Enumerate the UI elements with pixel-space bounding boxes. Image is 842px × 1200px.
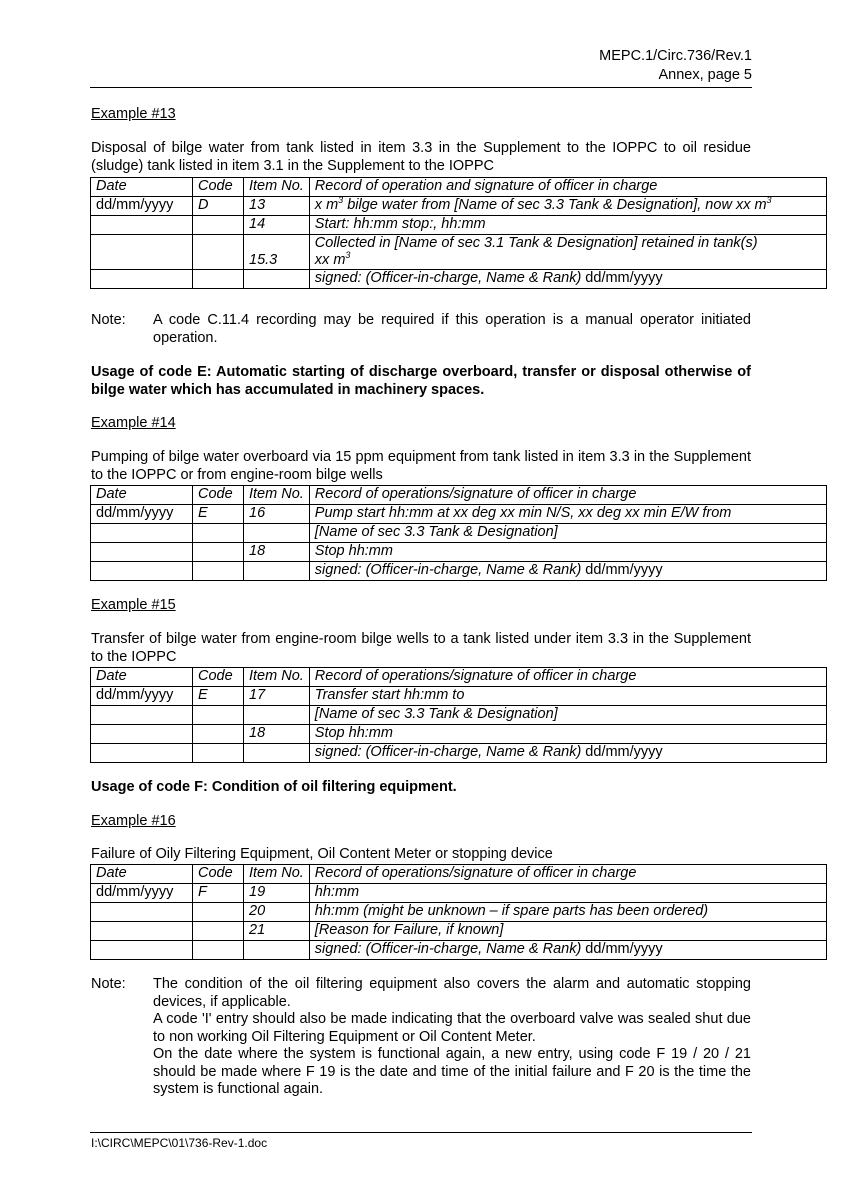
date-cell: dd/mm/yyyy: [91, 687, 193, 706]
table-header-row: [91, 178, 827, 197]
signature-cell: signed: (Officer-in-charge, Name & Rank) dd/mm/yyyy: [309, 270, 826, 289]
record-cell: Transfer start hh:mm to: [309, 687, 826, 706]
col-item-header: Item No.: [244, 178, 310, 197]
table-row: [91, 941, 827, 960]
code-cell: E: [193, 687, 244, 706]
col-date-header: Date: [91, 178, 193, 197]
table-row: [91, 922, 827, 941]
table-row: [91, 524, 827, 543]
item-cell: 13: [244, 197, 310, 216]
page-reference: Annex, page 5: [658, 67, 752, 83]
code-cell: F: [193, 884, 244, 903]
usage-code-e-heading: Usage of code E: Automatic starting of discharge overboard, transfer or disposal otherwise of bilge water which has accumulated in machinery spaces.: [91, 364, 751, 398]
table-row: [91, 884, 827, 903]
item-cell: 20: [244, 903, 310, 922]
example-15-description: Transfer of bilge water from engine-room bilge wells to a tank listed under item 3.3 in the Supplement to the IOPPC: [91, 631, 751, 665]
col-code-header: Code: [193, 668, 244, 687]
item-cell: 18: [244, 725, 310, 744]
note-text: [153, 976, 751, 1099]
col-date-header: Date: [91, 486, 193, 505]
table-row: [91, 725, 827, 744]
footer-divider: [90, 1132, 752, 1133]
record-cell: Pump start hh:mm at xx deg xx min N/S, xx deg xx min E/W from: [309, 505, 826, 524]
col-item-header: Item No.: [244, 668, 310, 687]
example-14-description: Pumping of bilge water overboard via 15 ppm equipment from tank listed in item 3.3 in the Supplement to the IOPPC or from engine-room bilge wells: [91, 449, 751, 483]
item-cell: 14: [244, 216, 310, 235]
record-cell: Stop hh:mm: [309, 725, 826, 744]
table-row: [91, 270, 827, 289]
note-label: Note:: [91, 312, 126, 328]
table-header-row: [91, 865, 827, 884]
usage-code-f-heading: Usage of code F: Condition of oil filtering equipment.: [91, 779, 457, 795]
table-row: [91, 235, 827, 270]
table-row: [91, 562, 827, 581]
note-paragraph: The condition of the oil filtering equipment also covers the alarm and automatic stopping devices, if applicable.: [153, 976, 751, 1010]
example-16-description: Failure of Oily Filtering Equipment, Oil Content Meter or stopping device: [91, 846, 553, 862]
col-record-header: Record of operations/signature of officer in charge: [309, 668, 826, 687]
record-cell: hh:mm (might be unknown – if spare parts has been ordered): [309, 903, 826, 922]
example-13-title: Example #13: [91, 106, 176, 122]
table-row: [91, 216, 827, 235]
record-cell: Stop hh:mm: [309, 543, 826, 562]
record-cell: Collected in [Name of sec 3.1 Tank & Designation] retained in tank(s) xx $m^3$: [309, 235, 826, 270]
col-item-header: Item No.: [244, 486, 310, 505]
record-cell: [Reason for Failure, if known]: [309, 922, 826, 941]
record-cell: hh:mm: [309, 884, 826, 903]
table-row: [91, 744, 827, 763]
table-row: [91, 197, 827, 216]
date-cell: dd/mm/yyyy: [91, 505, 193, 524]
example-15-table: [90, 667, 827, 763]
date-cell: dd/mm/yyyy: [91, 197, 193, 216]
note-label: Note:: [91, 976, 126, 992]
record-cell: [Name of sec 3.3 Tank & Designation]: [309, 706, 826, 725]
signature-cell: signed: (Officer-in-charge, Name & Rank) dd/mm/yyyy: [309, 941, 826, 960]
item-cell: 16: [244, 505, 310, 524]
example-13-table: [90, 177, 827, 289]
signature-cell: signed: (Officer-in-charge, Name & Rank) dd/mm/yyyy: [309, 744, 826, 763]
item-cell: 17: [244, 687, 310, 706]
document-header: [599, 47, 752, 85]
record-cell: x $m^3$ bilge water from [Name of sec 3.3 Tank & Designation], now xx $m^3$: [309, 197, 826, 216]
example-14-table: [90, 485, 827, 581]
code-cell: E: [193, 505, 244, 524]
document-reference: MEPC.1/Circ.736/Rev.1: [599, 48, 752, 64]
note-paragraph: A code 'I' entry should also be made indicating that the overboard valve was sealed shut due to non working Oil Filtering Equipment or Oil Content Meter.: [153, 1011, 751, 1045]
record-cell: Start: hh:mm stop:, hh:mm: [309, 216, 826, 235]
table-row: [91, 543, 827, 562]
code-cell: D: [193, 197, 244, 216]
example-15-title: Example #15: [91, 597, 176, 613]
col-code-header: Code: [193, 486, 244, 505]
item-cell: 15.3: [244, 235, 310, 270]
table-row: [91, 687, 827, 706]
col-date-header: Date: [91, 865, 193, 884]
record-cell: [Name of sec 3.3 Tank & Designation]: [309, 524, 826, 543]
example-14-title: Example #14: [91, 415, 176, 431]
col-date-header: Date: [91, 668, 193, 687]
example-16-table: [90, 864, 827, 960]
signature-cell: signed: (Officer-in-charge, Name & Rank) dd/mm/yyyy: [309, 562, 826, 581]
item-cell: 21: [244, 922, 310, 941]
date-cell: dd/mm/yyyy: [91, 884, 193, 903]
table-row: [91, 903, 827, 922]
file-path-footer: I:\CIRC\MEPC\01\736-Rev-1.doc: [91, 1136, 268, 1150]
table-header-row: [91, 668, 827, 687]
example-13-description: Disposal of bilge water from tank listed in item 3.3 in the Supplement to the IOPPC to oil residue (sludge) tank listed in item 3.1 in the Supplement to the IOPPC: [91, 140, 751, 174]
item-cell: 19: [244, 884, 310, 903]
table-row: [91, 505, 827, 524]
table-header-row: [91, 486, 827, 505]
note-paragraph: On the date where the system is functional again, a new entry, using code F 19 / 20 / 21 should be made where F 19 is the date and time of the initial failure and F 20 is the time the system is functional again.: [153, 1046, 751, 1097]
table-row: [91, 706, 827, 725]
item-cell: 18: [244, 543, 310, 562]
col-record-header: Record of operations/signature of officer in charge: [309, 865, 826, 884]
col-code-header: Code: [193, 865, 244, 884]
col-record-header: Record of operations/signature of officer in charge: [309, 486, 826, 505]
note-text: A code C.11.4 recording may be required if this operation is a manual operator initiated operation.: [153, 312, 751, 346]
example-16-title: Example #16: [91, 813, 176, 829]
col-record-header: Record of operation and signature of officer in charge: [309, 178, 826, 197]
header-divider: [90, 87, 752, 88]
col-item-header: Item No.: [244, 865, 310, 884]
col-code-header: Code: [193, 178, 244, 197]
